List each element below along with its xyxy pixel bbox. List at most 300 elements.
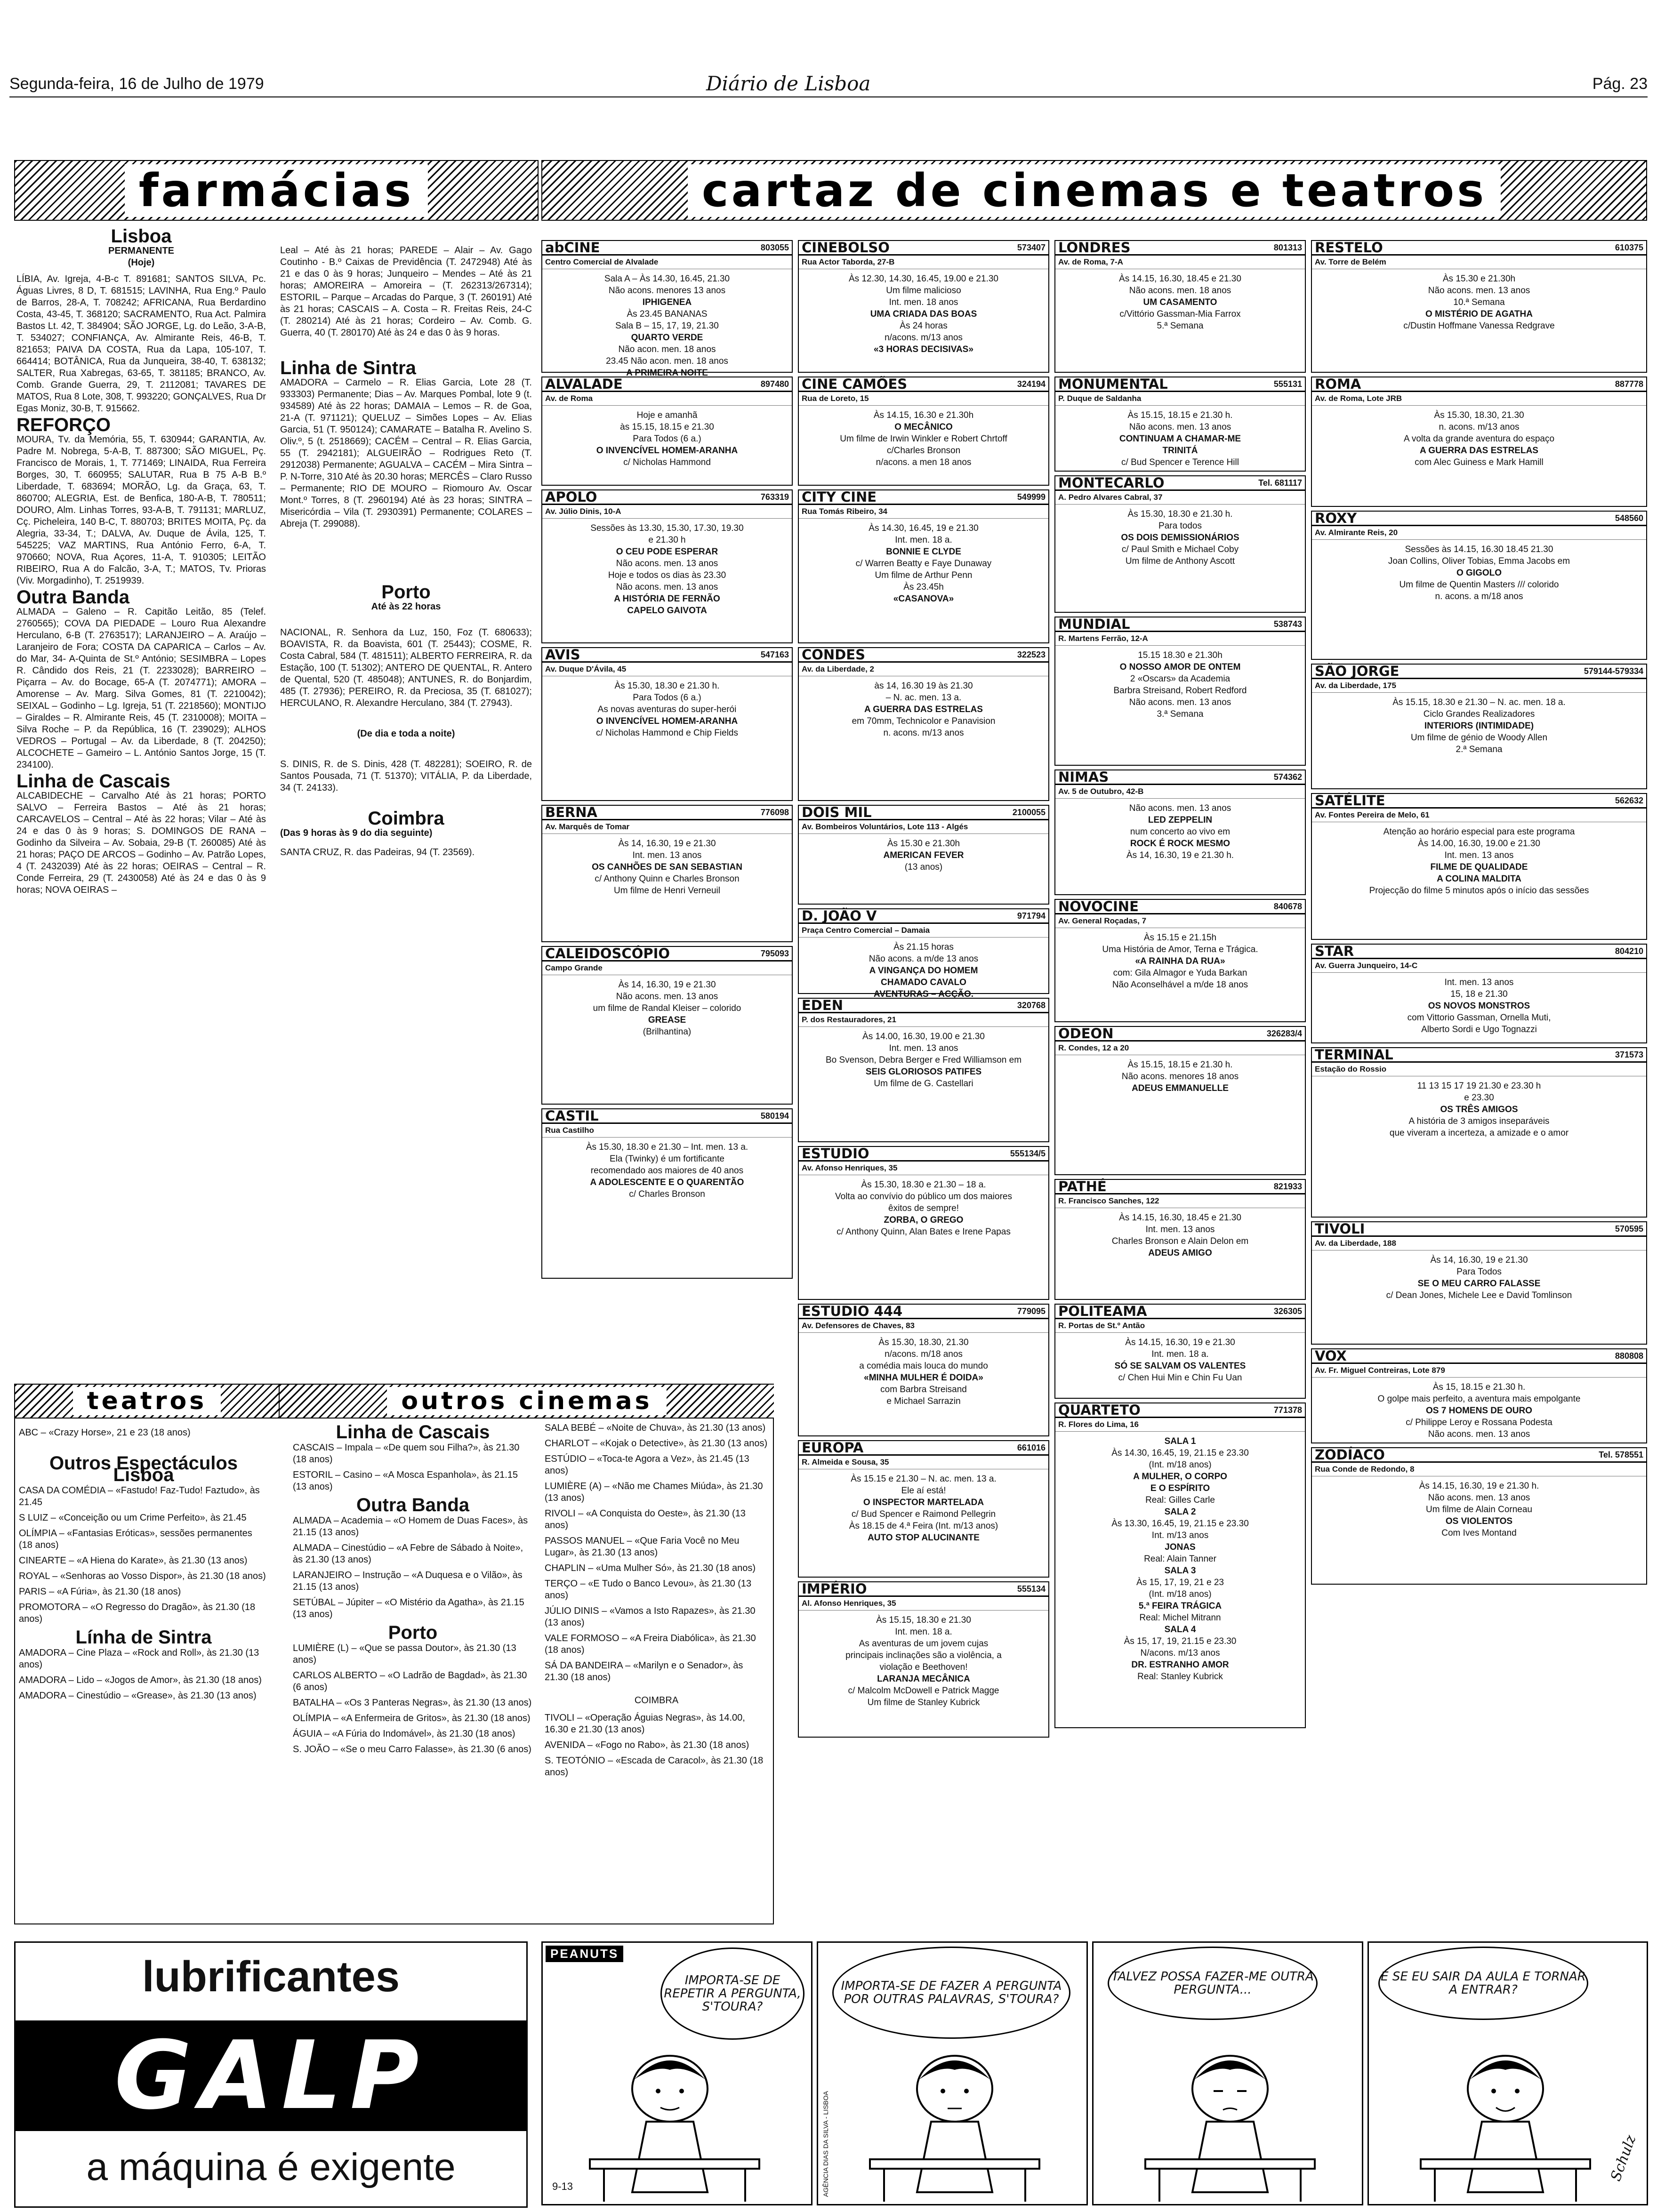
cinema-header [1055,770,1305,785]
program-line: Um filme de génio de Woody Allen [1410,733,1548,743]
cinema-name: ODEON [1058,1026,1114,1042]
outros-espectaculos-heading: Outros Espectáculos Lisboa [49,1453,238,1485]
program-line: UM CASAMENTO [1143,297,1217,307]
cinema-program [1312,269,1646,336]
program-line: (Int. m/18 anos) [1149,1589,1212,1599]
cinema-program [542,519,792,621]
cinema-header [1055,900,1305,914]
cinema-program [1312,693,1646,760]
program-line: AUTO STOP ALUCINANTE [868,1533,980,1543]
cinema-card [1311,511,1647,660]
cinema-address: Av. Duque D'Ávila, 45 [542,663,792,676]
cinema-name: BERNA [545,804,597,820]
program-line: GREASE [648,1015,686,1025]
cinema-name: QUARTETO [1058,1402,1141,1418]
cinema-card [1311,944,1647,1043]
program-line: TRINITÁ [1162,446,1198,456]
cinema-header [1312,241,1646,256]
program-line: Às 15, 17, 19, 21 e 23 [1136,1578,1224,1587]
program-line: Às 14.15, 16.30 e 21.30h [873,410,974,420]
cinema-name: VOX [1315,1348,1347,1364]
cinema-header [799,241,1048,256]
cinema-phone: 771378 [1273,1405,1302,1415]
cinema-header [1312,1048,1646,1063]
program-line: Um filme de Arthur Penn [875,570,973,580]
cinema-header [799,1147,1048,1162]
cinema-phone: 555131 [1273,379,1302,389]
program-line: Int. men. 18 a. [895,535,952,545]
cinema-program [1312,1076,1646,1143]
listing-entry: PROMOTORA – «O Regresso do Dragão», às 21.30 (18 anos) [19,1602,256,1624]
peppermint-patty-figure-4 [1421,2037,1590,2202]
program-line: Um filme de G. Castellari [874,1079,973,1089]
cinema-card [1054,1304,1306,1399]
cinema-name: DOIS MIL [802,804,872,820]
cinema-card [798,805,1049,905]
galp-logo: GALP [114,2021,427,2131]
program-line: Um filme de Irwin Winkler e Robert Chrtoff [840,434,1007,444]
program-line: c/ Bud Spencer e Terence Hill [1121,457,1239,467]
cinema-card [1311,1047,1647,1218]
cinema-phone: 573407 [1017,243,1046,252]
cinema-address: P. Duque de Saldanha [1055,392,1305,406]
cinema-address: R. Martens Ferrão, 12-A [1055,632,1305,646]
cinema-phone: 887778 [1615,379,1643,389]
program-line: c/ Charles Bronson [629,1189,705,1199]
cinema-header [799,806,1048,820]
cinema-header [1312,794,1646,809]
program-line: Volta ao convívio do público um dos maiores [835,1192,1012,1202]
listing-entry: AMADORA – Cine Plaza – «Rock and Roll», às 21.30 (13 anos) [19,1648,259,1670]
entertainment-box [14,1384,774,1924]
cinema-address: Praça Centro Comercial – Damaia [799,924,1048,938]
cinema-card [798,1581,1049,1738]
porto-sub2: (De dia e toda a noite) [357,729,455,739]
program-line: Barbra Streisand, Robert Redford [1113,686,1247,696]
program-line: às 15.15, 18.15 e 21.30 [620,422,714,432]
program-line: c/ Warren Beatty e Faye Dunaway [855,559,992,569]
program-line: O INVENCÍVEL HOMEM-ARANHA [596,716,738,726]
cinema-card [798,1146,1049,1300]
cinema-phone: 547163 [760,650,789,659]
program-line: Às 14, 16.30, 19 e 21.30 h. [1126,850,1234,860]
program-line: Uma História de Amor, Terna e Trágica. [1102,945,1258,954]
cinema-card [1054,1179,1306,1300]
cinema-header [1312,512,1646,526]
cinema-program [542,1138,792,1204]
program-line: O MECÂNICO [894,422,953,432]
banner-outros-cinemas-title: outros cinemas [387,1387,666,1415]
cinema-card [1054,617,1306,766]
comic-signature: Schulz [1607,2132,1640,2184]
cinema-program [1055,646,1305,724]
program-line: em 70mm, Technicolor e Panavision [852,716,996,726]
cinema-name: RESTELO [1315,240,1383,256]
program-line: Às 14.15, 16.30, 19 e 21.30 [1125,1338,1235,1347]
cinema-program [542,676,792,743]
program-line: O INVENCÍVEL HOMEM-ARANHA [596,446,738,456]
cinema-header [1055,1403,1305,1418]
cinema-card [798,647,1049,801]
lisboa-sub1: PERMANENTE [108,246,174,256]
program-line: Sessões às 14.15, 16.30 18.45 21.30 [1405,545,1553,554]
cinema-program [799,938,1048,1004]
listing-entry: S. JOÃO – «Se o meu Carro Falasse», às 21.30 (6 anos) [293,1744,531,1755]
cinema-address: R. Condes, 12 a 20 [1055,1042,1305,1055]
cascais-cont-text: Leal – Até às 21 horas; PAREDE – Alair – Av. Gago Coutinho - B.º Caixas de Previdência (T. 2472948) Até às 21 e das 0 às 9 horas; Junqueiro – Mendes – Até às 21 horas; AMOREIRA – Amoreira – (T. 262313/267314); ESTORIL – Parque – Arcadas do Parque, 3 (T. 260191) Até às 21 horas; CASCAIS – A. Costa – R. Freitas Reis, 24-C (T. 280214) Até às 21 horas; Cordeiro – Av. Comb. G. Guerra, 40 (T. 280170) Até às 24 e das 0 às 9 horas. [280,245,532,338]
cinema-program [799,519,1048,609]
program-line: Às 14.15, 16.30, 19 e 21.30 h. [1419,1481,1539,1491]
program-line: Às 14, 16.30, 19 e 21.30 [1430,1255,1528,1265]
program-line: SALA 1 [1164,1436,1196,1446]
outros-banda-heading: Outra Banda [356,1495,470,1515]
listing-entry: AVENIDA – «Fogo no Rabo», às 21.30 (18 anos) [545,1740,749,1750]
program-line: Às 15.30, 18.30, 21.30 [1434,410,1524,420]
program-line: N/acons. m/13 anos [1140,1648,1220,1658]
program-line: Ciclo Grandes Realizadores [1423,709,1535,719]
cinema-address: Rua Actor Taborda, 27-B [799,256,1048,269]
program-line: Int. men. 13 anos [889,1043,958,1053]
program-line: (Brilhantina) [643,1027,692,1037]
outros-coimbra-heading: COIMBRA [634,1695,679,1706]
cinema-card [798,377,1049,486]
cinema-program [799,269,1048,360]
outra-banda-text: ALMADA – Galeno – R. Capitão Leitão, 85 (Telef. 2760565); COVA DA PIEDADE – Louro Rua Alexandre Herculano, 6-B (T. 2763517); LARANJEIRO – A. Araújo – Laranjeiro de Fora; COSTA DA CAPARICA – Carlos – Av. do Mar, 34- A-Quinta de St.º António; SESIMBRA – Lopes R. Cândido dos Reis, 21 (T. 2233028); BARREIRO – Piçarra – Av. do Bocage, 65-A (T. 2074771); AMORA – Amorense – Av. Marg. Silva Gomes, 81 (T. 2210042); SEIXAL – Godinho – Lg. Igreja, 51 (T. 2218560); MONTIJO – Giraldes – R. Almirante Reis, 45 (T. 2310008); MOITA – Silva Roche – P. da República, 16 (T. 239029); ALHOS VEDROS – Portugal – Av. da Liberdade, 8 (T. 204250); ALCOCHETE – Gameiro – L. António Santos Jorge, 15 (T. 234100). [16,607,266,770]
peppermint-patty-figure-2 [870,2037,1039,2202]
cascais-heading: Linha de Cascais [16,771,170,792]
program-line: Não acons. men. 13 anos [616,559,718,569]
program-line: c/ Philippe Leroy e Rossana Podesta [1406,1418,1552,1427]
program-line: n. acons. m/13 anos [1439,422,1520,432]
listing-entry: ÁGUIA – «A Fúria do Indomável», às 21.30 (18 anos) [293,1729,515,1739]
cinema-name: CASTIL [545,1108,599,1124]
cinema-program [1055,928,1305,995]
program-line: A PRIMEIRA NOITE [626,368,708,378]
listing-entry: OLÍMPIA – «Fantasias Eróticas», sessões permanentes (18 anos) [19,1528,252,1550]
cinema-address: Av. Fontes Pereira de Melo, 61 [1312,809,1646,822]
cinema-program [1312,406,1646,473]
program-line: Ele aí está! [901,1486,946,1496]
cinema-phone: 320768 [1017,1001,1046,1010]
cinema-program [799,406,1048,473]
program-line: UMA CRIADA DAS BOAS [870,309,977,319]
teatros-sintra-heading: Línha de Sintra [75,1627,212,1648]
program-line: Para todos [1158,521,1202,531]
program-line: n/acons. m/13 anos [885,333,963,343]
program-line: Int. men. 13 anos [632,850,702,860]
cinema-address: Av. Almirante Reis, 20 [1312,526,1646,540]
cinema-header [1055,377,1305,392]
program-line: CONTINUAM A CHAMAR-ME [1119,434,1241,444]
cinema-address: Av. General Roçadas, 7 [1055,914,1305,928]
cinema-address: Av. Defensores de Chaves, 83 [799,1319,1048,1333]
program-line: 2 «Oscars» da Academia [1130,674,1231,684]
listing-entry: OLÍMPIA – «A Enfermeira de Gritos», às 21.30 (18 anos) [293,1713,531,1723]
program-line: CHAMADO CAVALO [881,978,966,987]
program-line: Às 18.15 de 4.ª Feira (Int. m/13 anos) [849,1521,998,1531]
program-line: AMERICAN FEVER [883,850,964,860]
program-line: violação e Beethoven! [879,1662,968,1672]
program-line: CAPELO GAIVOTA [627,606,707,616]
program-line: Joan Collins, Oliver Tobias, Emma Jacobs em [1388,556,1570,566]
listing-entry: BATALHA – «Os 3 Panteras Negras», às 21.30 (13 anos) [293,1698,532,1708]
cinema-phone: 580194 [760,1111,789,1121]
program-line: SALA 4 [1164,1625,1196,1635]
outros-porto-list [293,1643,533,1755]
program-line: Real: Stanley Kubrick [1137,1672,1223,1682]
cinema-address: Av. Guerra Junqueiro, 14-C [1312,959,1646,973]
program-line: Atenção ao horário especial para este programa [1383,827,1575,837]
cinema-program [542,975,792,1042]
lisboa-heading: Lisboa [111,226,172,247]
cinema-name: EDEN [802,997,843,1013]
program-line: Às 15.15, 18.30 e 21.30 – N. ac. men. 18 a. [1392,697,1566,707]
listing-entry: TIVOLI – «Operação Águias Negras», às 14.00, 16.30 e 21.30 (13 anos) [545,1713,745,1735]
listing-entry: CINEARTE – «A Hiena do Karate», às 21.30 (13 anos) [19,1555,248,1566]
cinema-program [1312,822,1646,901]
cinema-program [1055,799,1305,866]
cinema-header [799,1582,1048,1597]
cinema-card [541,647,793,801]
cinema-header [1312,665,1646,679]
cinema-program [799,676,1048,743]
lisboa-text: LÍBIA, Av. Igreja, 4-B-c T. 891681; SANTOS SILVA, Pc. Águas Livres, 8 D, T. 681515; LAVINHA, Rua Eng.º Paulo de Barros, 28-A, T. 708242; AFRICANA, Rua Berdardino Costa, 43-45, T. 368120; SACRAMENTO, Rua Act. Palmira Bastos Lt. 42, T. 384904; SÃO JORGE, Lg. do Leão, 3-A-B, T. 534027; CONFIANÇA, Av. Almirante Reis, 46-B, T. 821653; PAIVA DA COSTA, Rua da Lapa, 105-107, T. 664414; BOTÂNICA, Rua da Junqueira, 38-40, T. 638132; SALTER, Rua Xabregas, 63-65, T. 381185; BRANCO, Av. Comb. Grande Guerra, 29, T. 2112081; TAVARES DE MATOS, Rua 8 Lote, 308, T. 993220; GONÇALVES, Rua Dr Egas Moniz, 30-B, T. 915662. [16,274,266,414]
program-line: e 21.30 h [648,535,686,545]
program-line: n. acons. a m/18 anos [1435,592,1523,601]
cinema-card [798,1440,1049,1578]
program-line: O CEU PODE ESPERAR [616,547,718,557]
cinema-name: ESTUDIO 444 [802,1303,903,1319]
program-line: Int. men. 13 anos [1444,978,1514,987]
cinema-address: P. dos Restauradores, 21 [799,1013,1048,1027]
program-line: Sala A – Às 14.30, 16.45, 21.30 [604,274,730,284]
cinema-address: Av. de Roma, Lote JRB [1312,392,1646,406]
program-line: Não acons. a m/de 13 anos [869,954,979,964]
program-line: principais inclinações são a violência, a [845,1651,1002,1660]
abc-entry: ABC – «Crazy Horse», 21 e 23 (18 anos) [19,1427,191,1438]
peppermint-patty-figure-3 [1145,2037,1315,2202]
program-line: Às 21.15 horas [893,942,954,952]
program-line: LED ZEPPELIN [1148,815,1213,825]
listing-entry: SÁ DA BANDEIRA – «Marilyn e o Senador», às 21.30 (18 anos) [545,1660,743,1683]
cinema-card [1054,1026,1306,1175]
cinema-address: Av. Bombeiros Voluntários, Lote 113 - Algés [799,820,1048,834]
program-line: JONAS [1165,1542,1196,1552]
cinema-phone: 371573 [1615,1050,1643,1059]
cinema-program [799,1027,1048,1094]
program-line: Int. men. 13 anos [1444,850,1514,860]
cinema-name: CINE CAMÕES [802,376,908,392]
cinema-header [542,648,792,663]
program-line: AVENTURAS – ACÇÃO. [873,989,974,999]
cinema-phone: 324194 [1017,379,1046,389]
program-line: com: Gila Almagor e Yuda Barkan [1113,968,1247,978]
program-line: c/Vittório Gassman-Mia Farrox [1119,309,1241,319]
cinema-name: MUNDIAL [1058,616,1130,632]
program-line: Às 15.30 e 21.30h [887,839,960,849]
program-line: Às 13.30, 16.45, 19, 21.15 e 23.30 [1111,1519,1249,1529]
program-line: Não acons. menores 13 anos [608,286,726,296]
cinema-phone: 661016 [1017,1443,1046,1452]
cinema-header [1312,945,1646,959]
program-line: Não acons. men. 18 anos [1129,286,1231,296]
listing-entry: ALMADA – Academia – «O Homem de Duas Faces», às 21.15 (13 anos) [293,1515,528,1538]
program-line: Às 14, 16.30, 19 e 21.30 [618,839,716,849]
cinema-phone: Tel. 578551 [1599,1450,1643,1459]
cinema-card [541,1108,793,1279]
cinema-header [799,1441,1048,1456]
listing-entry: RIVOLI – «A Conquista do Oeste», às 21.30 (13 anos) [545,1508,746,1531]
listing-entry: CARLOS ALBERTO – «O Ladrão de Bagdad», às 21.30 (6 anos) [293,1670,527,1692]
program-line: INTERIORS (INTIMIDADE) [1424,721,1534,731]
cinema-phone: 326305 [1273,1306,1302,1316]
coimbra-sub: (Das 9 horas às 9 do dia seguinte) [280,828,433,838]
cinema-address: Av. Marquês de Tomar [542,820,792,834]
cinema-name: CONDES [802,647,865,663]
cinema-address: Av. de Roma, 7-A [1055,256,1305,269]
cinema-header [799,909,1048,924]
cinema-header [542,806,792,820]
program-line: Não acons. men. 13 anos [1428,1493,1530,1503]
banner-teatros-title: teatros [73,1387,221,1415]
masthead: Diário de Lisboa [706,72,871,95]
program-line: Não acon. men. 18 anos [618,345,716,354]
program-line: OS CANHÕES DE SAN SEBASTIAN [592,862,742,872]
program-line: E O ESPÍRITO [1150,1483,1210,1493]
program-line: c/Charles Bronson [886,446,961,456]
program-line: Não acons. men. 13 anos [1129,697,1231,707]
cinema-phone: 322523 [1017,650,1046,659]
program-line: Às 15.15 e 21.15h [1143,933,1217,943]
cinema-name: SÃO JORGE [1315,663,1400,679]
cinema-card [541,946,793,1105]
banner-outros-cinemas [279,1385,774,1419]
cinema-name: MONTECARLO [1058,475,1165,491]
cinema-name: ROXY [1315,510,1357,526]
program-line: e Michael Sarrazin [886,1396,961,1406]
listing-entry: LUMIÈRE (L) – «Que se passa Doutor», às 21.30 (13 anos) [293,1643,516,1665]
program-line: As aventuras de um jovem cujas [859,1639,989,1649]
cinema-card [1054,1403,1306,1728]
program-line: n. acons. m/13 anos [883,728,964,738]
program-line: Alberto Sordi e Ugo Tognazzi [1421,1025,1537,1034]
cinema-phone: 779095 [1017,1306,1046,1316]
program-line: SÓ SE SALVAM OS VALENTES [1114,1361,1246,1371]
cinema-card [1311,377,1647,507]
cinema-program [1055,1333,1305,1388]
cinema-name: IMPÉRIO [802,1581,867,1597]
listing-entry: CHAPLIN – «Uma Mulher Só», às 21.30 (18 anos) [545,1563,756,1573]
program-line: OS VIOLENTOS [1445,1516,1513,1526]
banner-cartaz-title: cartaz de cinemas e teatros [688,164,1501,217]
program-line: Às 15.30, 18.30 e 21.30 h. [1127,509,1233,519]
program-line: a comédia mais louca do mundo [859,1361,988,1371]
program-line: Não acons. men. 13 anos [1428,286,1530,296]
porto-heading: Porto [381,582,431,602]
listing-entry: ESTORIL – Casino – «A Mosca Espanhola», às 21.15 (13 anos) [293,1470,518,1492]
program-line: Às 15.15, 18.15 e 21.30 h. [1127,1060,1233,1070]
cinema-card [798,908,1049,999]
sintra-text: AMADORA – Carmelo – R. Elias Garcia, Lote 28 (T. 933303) Permanente; Dias – Av. Marques Pombal, lote 9 (t. 934589) Até às 22 horas; DAMAIA – Lemos – R. de Goa, 21-A (T. 971121); QUELUZ – Simões Lopes – Av. Elias Garcia, 51 (T. 950124); CAMARATE – Batalha R. Avelino S. Oliv.º, 5 (t. 2518669); CACÉM – Central – R. Elias Garcia, 55 (T. 2942181); ALGUEIRÃO – Rodrigues Reto (T. 2912038) Permanente; AGUALVA – CACÉM – Mira Sintra – P. N-Torre, 310 Até às 20.30 horas; MERCÊS – Claro Russo – Permanente; RIO DE MOURO – Riomouro Av. Oscar Mont.º Torres, 8 (T. 2960194) Até às 23 horas; SINTRA – Misericórdia – Vila (T. 2930391) Permanente; COLARES – Abreja (T. 299088). [280,377,532,529]
farmacias-col-2 [280,245,532,1374]
cinema-program [799,1611,1048,1713]
listing-entry: TERÇO – «E Tudo o Banco Levou», às 21.30 (13 anos) [545,1579,752,1601]
cinema-phone: 555134 [1017,1584,1046,1594]
cinema-name: ESTUDIO [802,1146,869,1162]
program-line: Um filme de Henri Verneuil [614,886,720,896]
cinema-header [799,1305,1048,1319]
program-line: Às 14.00, 16.30, 19.00 e 21.30 [862,1032,985,1042]
program-line: A GUERRA DAS ESTRELAS [1420,446,1538,456]
cinema-address: Av. da Liberdade, 175 [1312,679,1646,693]
listing-entry: CASCAIS – Impala – «De quem sou Filha?», às 21.30 (18 anos) [293,1443,520,1465]
cinema-name: POLITEAMA [1058,1303,1147,1319]
cinema-header [542,490,792,505]
outros-banda-list [293,1515,533,1620]
program-line: Int. m/13 anos [1151,1531,1209,1540]
program-line: Hoje e amanhã [636,410,698,420]
reforco-text: MOURA, Tv. da Memória, 55, T. 630944; GARANTIA, Av. Padre M. Nobrega, 5-A-B, T. 887300; SÃO MIGUEL, Pç. Francisco de Morais, 1, T. 771469; LINAIDA, Rua Ferreira Borges, 30, T. 660955; SALUTAR, Rua B 75 A-B B.º Liberdade, T. 683694; MORÃO, Lg. da Graça, 63, T. 860700; ALEGRIA, Est. de Benfica, 180-A-B, T. 780511; DOURO, Alm. Linhas Torres, 93-A-B, T. 791131; MARLUZ, Cç. Picheleira, 140 B-C, T. 880703; BRITES MOITA, Pç. da Alegria, 33-34, T.; DALVA, Av. Duque de Ávila, 125, T. 545225; VAZ MARTINS, Rua António Ferro, 6-A, T. 970660; NOVA, Rua Açores, 11-A, T. 910305; LEITÃO RIBEIRO, Rua A do Falcão, 3-A, T.; MATOS, Tv. Prioras (Viv. Morgadinho), T. 2519939. [16,434,266,586]
cinema-address: Av. da Liberdade, 188 [1312,1237,1646,1250]
cinema-name: MONUMENTAL [1058,376,1168,392]
program-line: «A RAINHA DA RUA» [1135,956,1225,966]
cinema-address: Centro Comercial de Alvalade [542,256,792,269]
program-line: 23.45 Não acon. men. 18 anos [606,356,728,366]
outros-col-1 [293,1420,533,1919]
program-line: Às 14.30, 16.45, 19 e 21.30 [869,523,979,533]
cinema-program [799,1469,1048,1548]
page-header [9,73,1648,97]
cinema-phone: 897480 [760,379,789,389]
program-line: c/ Anthony Quinn, Alan Bates e Irene Papas [837,1227,1011,1237]
cinema-program [1312,540,1646,607]
banner-farmacias [14,160,539,221]
program-line: As novas aventuras do super-herói [597,705,737,714]
program-line: Às 15.15 e 21.30 – N. ac. men. 13 a. [851,1474,997,1484]
program-line: ZORBA, O GREGO [884,1215,964,1225]
cinema-address: Av. Fr. Miguel Contreiras, Lote 879 [1312,1364,1646,1378]
comic-bubble-1: IMPORTA-SE DE REPETIR A PERGUNTA, S'TOURA? [660,1948,804,2040]
program-line: c/ Malcolm McDowell e Patrick Magge [848,1686,999,1696]
lisboa-sub2: (Hoje) [128,257,155,268]
program-line: OS NOVOS MONSTROS [1428,1001,1530,1011]
cinema-phone: 548560 [1615,513,1643,523]
program-line: recomendado aos maiores de 40 anos [590,1166,744,1176]
cinema-phone: 763319 [760,492,789,502]
program-line: FILME DE QUALIDADE [1430,862,1528,872]
cinema-program [1055,505,1305,571]
cinema-card [1311,1348,1647,1443]
program-line: Sala B – 15, 17, 19, 21.30 [615,321,719,331]
program-line: Às 15.30, 18.30 e 21.30 – 18 a. [861,1180,986,1190]
cinema-card [541,805,793,942]
cinema-card [1054,899,1306,1022]
program-line: O golpe mais perfeito, a aventura mais empolgante [1377,1394,1581,1404]
cinema-phone: 776098 [760,808,789,817]
program-line: SEIS GLORIOSOS PATIFES [865,1067,982,1077]
program-line: A GUERRA DAS ESTRELAS [864,705,983,714]
comic-panel-4 [1367,1941,1648,2205]
cinema-program [542,269,792,383]
cinema-address: Campo Grande [542,962,792,975]
program-line: A volta da grande aventura do espaço [1403,434,1555,444]
cinema-name: APOLO [545,489,597,505]
peppermint-patty-figure-1 [590,2037,759,2202]
program-line: Ela (Twinky) é um fortificante [610,1154,724,1164]
cinema-card [541,377,793,486]
ad-bottom-text: a máquina é exigente [86,2146,456,2188]
program-line: 5.ª Semana [1157,321,1204,331]
